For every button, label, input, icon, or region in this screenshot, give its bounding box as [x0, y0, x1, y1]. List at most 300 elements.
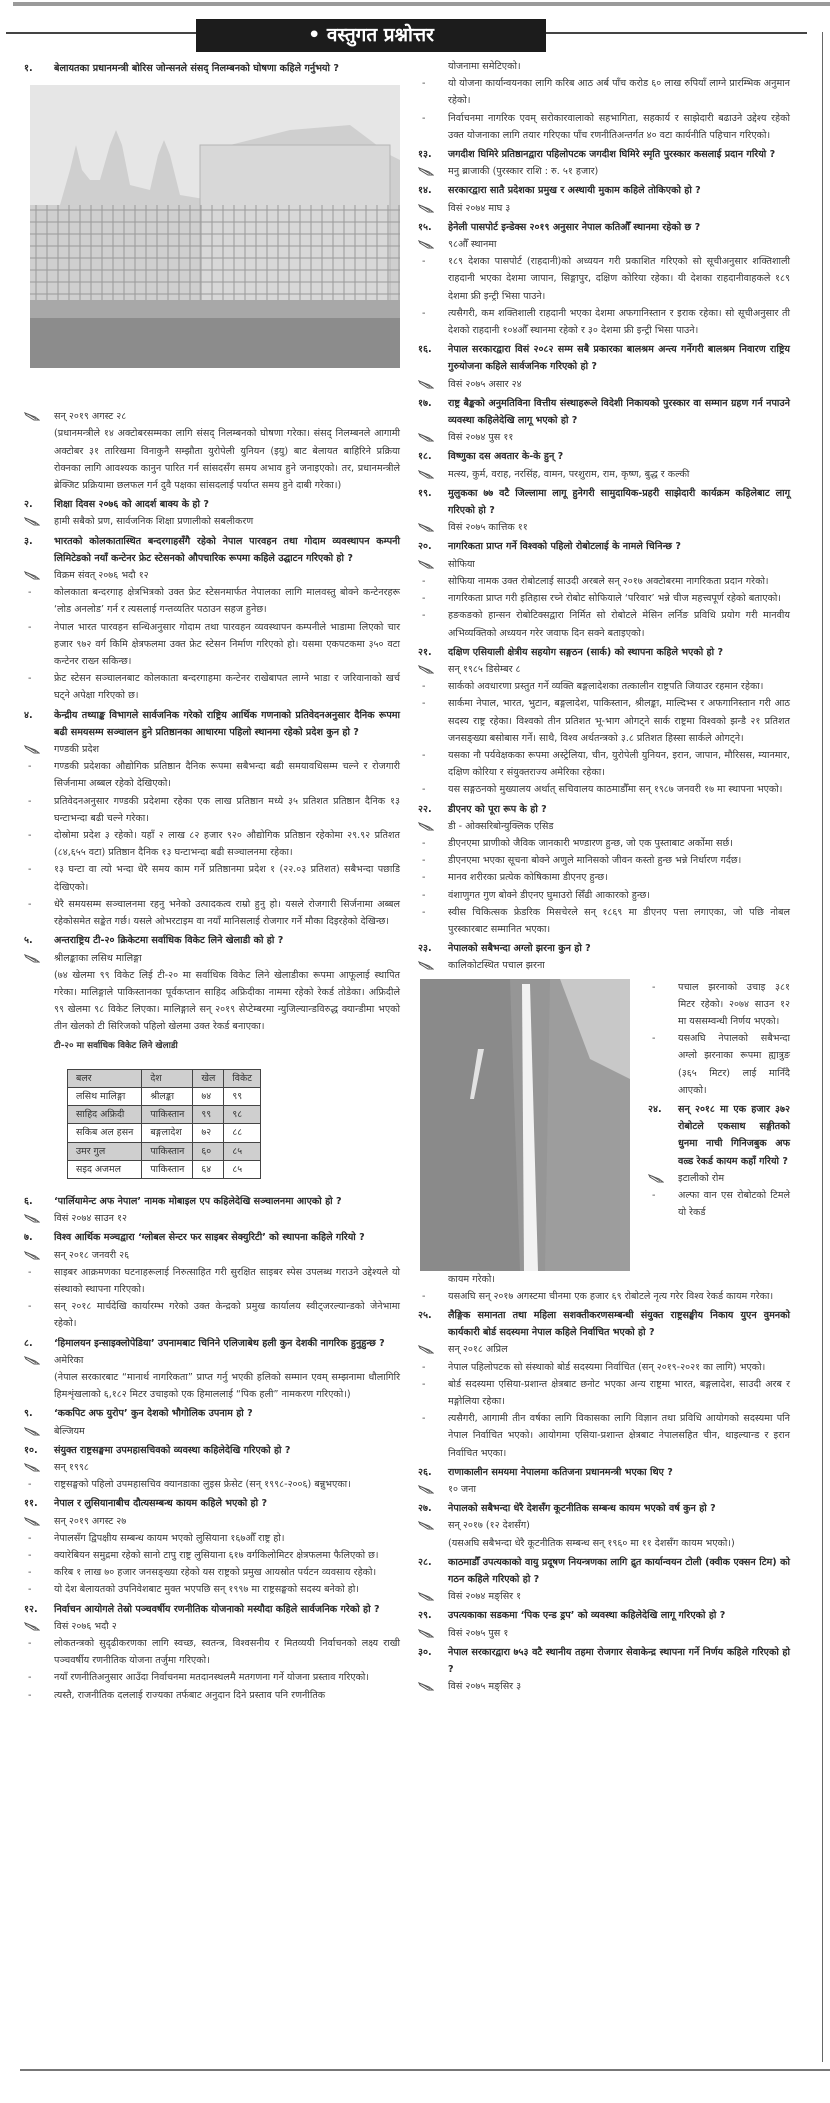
question-number: २०. [418, 541, 432, 553]
question [418, 182, 790, 199]
dash-bullet: - [422, 593, 426, 605]
bullet-text: साइबर आक्रमणका घटनाहरूलाई निरुत्साहित गरी सुरक्षित साइबर स्पेस उपलब्ध गराउने उद्देश्यले यो संस्थाको स्थापना गरिएको। [54, 1266, 400, 1295]
top-border [13, 2, 830, 6]
question-text: दक्षिण एसियाली क्षेत्रीय सहयोग सङ्गठन (सार्क) को स्थापना कहिले भएको हो ? [448, 646, 724, 658]
question-text: संयुक्त राष्ट्रसङ्घमा उपमहासचिवको व्यवस्था कहिलेदेखि गरिएको हो ? [54, 1444, 291, 1456]
question [24, 932, 400, 949]
question-number: १८. [418, 451, 432, 463]
question-number: १. [24, 63, 33, 74]
table-row [68, 1142, 261, 1160]
question [418, 395, 790, 429]
pen-nib-icon [418, 1680, 434, 1690]
bullet-point [648, 1187, 790, 1221]
answer-marker [24, 1210, 54, 1227]
question-number: २३. [418, 943, 432, 955]
question [24, 707, 400, 741]
answer [24, 1210, 400, 1227]
table-cell: उमर गुल [68, 1142, 142, 1160]
answer-marker [24, 1618, 54, 1635]
question [648, 1101, 790, 1170]
pen-nib-icon [418, 1590, 434, 1600]
dash-bullet: - [422, 78, 426, 90]
answer [648, 1170, 790, 1187]
answer [418, 1517, 790, 1534]
table-row [68, 1106, 261, 1124]
table-cell: सकिब अल हसन [68, 1124, 142, 1142]
question-number: २१. [418, 646, 432, 658]
question [24, 60, 400, 77]
bullet-point [418, 887, 790, 904]
question-text: नेपाल र लुसियानाबीच दौत्यसम्बन्ध कायम कहिले भएको हो ? [54, 1498, 268, 1510]
question-number: १५. [418, 221, 432, 233]
dash-bullet: - [422, 698, 426, 710]
question-text: भारतको कोलकातास्थित बन्दरगाहसँगै रहेको नेपाल पारवहन तथा गोदाम व्यवस्थापन कम्पनी लिमिटेडको नयाँ कन्टेनर फ्रेट स्टेसनको औपचारिक रूपमा कहिले उद्घाटन गरिएको हो ? [54, 535, 400, 564]
answer [24, 1618, 400, 1635]
bullet-point [24, 1669, 400, 1686]
answer [24, 1423, 400, 1440]
bullet-text: सन् २०१८ मार्चदेखि कार्यारम्भ गरेको उक्त केन्द्रको प्रमुख कार्यालय स्वीट्जरल्यान्डको जेनेभामा रहेको। [54, 1301, 400, 1330]
bullet-text: १८९ देशका पासपोर्ट (राहदानी)को अध्ययन गरी प्रकाशित गरिएको सो सूचीअनुसार शक्तिशाली राहदानी भएका देशमा जापान, सिङ्गापुर, दक्षिण कोरिया रहेका। यी देशका राहदानीवाहकले १८९ देशमा फ्री इन्ट्री भिसा पाउने। [448, 256, 790, 302]
answer-text: विसं २०७४ साउन १२ [54, 1213, 127, 1225]
question-text: काठमाडौँ उपत्यकाको वायु प्रदूषण नियन्त्रणका लागि द्रुत कार्यान्वयन टोली (क्वीक एक्सन टिम) को गठन कहिले गरिएको हो ? [448, 1556, 790, 1586]
answer-marker [24, 950, 54, 967]
note-paragraph [418, 1535, 790, 1552]
answer-marker [418, 1517, 448, 1534]
bullet-text: हङकङको हान्सन रोबोटिक्सद्वारा निर्मित सो रोबोटले मेसिन लर्निङ प्रविधि प्रयोग गरी मानवीय अभिव्यक्तिको अध्ययन गरेर जवाफ दिन सक्ने बताइएको। [448, 610, 790, 639]
question-number: १६. [418, 344, 432, 356]
bullet-text: त्यसैगरी, कम शक्तिशाली राहदानी भएका देशमा अफगानिस्तान र इराक रहेका। सो सूचीअनुसार ती देशको राहदानी १०४औँ स्थानमा रहेको र ३० देशमा फ्री इन्ट्री भिसा पाउने। [448, 307, 790, 337]
dash-bullet: - [652, 1033, 656, 1045]
bullet-point [418, 852, 790, 869]
bullet-text: सोफिया नामक उक्त रोबोटलाई साउदी अरबले सन् २०१७ अक्टोबरमा नागरिकता प्रदान गरेको। [448, 575, 769, 587]
answer-text: १० जना [448, 1484, 476, 1495]
pen-nib-icon [24, 515, 40, 525]
answer [24, 741, 400, 758]
bullet-text: त्यस्तै, राजनीतिक दललाई राज्यका तर्फबाट अनुदान दिने प्रस्ताव पनि रणनीतिक [54, 1689, 326, 1701]
header-rule-right [545, 32, 807, 34]
t20-wickets-table [67, 1069, 261, 1179]
table-cell: पाकिस्तान [142, 1106, 193, 1124]
bullet-point [418, 1359, 790, 1376]
answer-marker [418, 429, 448, 446]
answer [418, 236, 790, 253]
table-cell: ६० [193, 1142, 224, 1160]
answer-text: विक्रम संवत् २०७६ भदौ १२ [54, 570, 149, 582]
question [418, 644, 790, 661]
question-number: २५. [418, 1309, 432, 1321]
answer-marker [24, 1423, 54, 1440]
bullet-text: यस सङ्गठनको मुख्यालय अर्थात् सचिवालय काठमाडौँमा सन् १९८७ जनवरी १७ मा स्थापना भएको। [448, 784, 783, 796]
answer-text: मनु ब्राजाकी (पुरस्कार राशि : रु. ५१ हजार) [448, 166, 599, 178]
question-number: २९. [418, 1610, 432, 1622]
question [24, 496, 400, 513]
answer [418, 1481, 790, 1498]
answer [418, 818, 790, 835]
table-row [68, 1160, 261, 1178]
pen-nib-icon [418, 1519, 434, 1529]
pen-nib-icon [24, 410, 40, 420]
question [418, 1607, 790, 1624]
table-cell: ८५ [224, 1142, 261, 1160]
pen-nib-icon [418, 431, 434, 441]
question-number: १४. [418, 185, 432, 197]
question-text: नागरिकता प्राप्त गर्ने विश्वको पहिलो रोबोटलाई के नामले चिनिन्छ ? [448, 541, 681, 553]
bullet-point [418, 253, 790, 305]
dash-bullet: - [28, 830, 32, 842]
question [24, 1335, 400, 1352]
bullet-point [648, 1030, 790, 1099]
answer-text: अमेरिका [54, 1354, 84, 1366]
answer-marker [418, 376, 448, 393]
pen-nib-icon [24, 1461, 40, 1471]
question-text: राणाकालीन समयमा नेपालमा कतिजना प्रधानमन्त्री भएका थिए ? [448, 1466, 673, 1478]
pen-nib-icon [418, 1343, 434, 1353]
question [24, 1601, 400, 1618]
dash-bullet: - [28, 1689, 32, 1701]
bullet-point [418, 75, 790, 109]
question-number: २. [24, 499, 33, 511]
answer [24, 513, 400, 530]
bullet-point [24, 1476, 400, 1493]
answer-marker [418, 1625, 448, 1642]
question-text: निर्वाचन आयोगले तेस्रो पञ्चवर्षीय रणनीतिक योजनाको मस्यौदा कहिले सार्वजनिक गरेको हो ? [54, 1603, 380, 1615]
answer [24, 567, 400, 584]
bullet-text: राष्ट्रसङ्घको पहिलो उपमहासचिव क्यानडाका लुइस फ्रेसेट (सन् १९९८-२००६) बन्नुभएका। [54, 1479, 351, 1491]
bullet-text: यो देश बेलायतको उपनिवेशबाट मुक्त भएपछि सन् १९९७ मा राष्ट्रसङ्घको सदस्य बनेको हो। [54, 1584, 359, 1596]
waterfall-photo [420, 979, 630, 1271]
answer-marker [418, 1588, 448, 1605]
note-text: (प्रधानमन्त्रीले १४ अक्टोबरसम्मका लागि संसद् निलम्बनको घोषणा गरेका। संसद् निलम्बनले आगामी अक्टोबर ३१ तारिखमा विनाकुनै सम्झौता युरोपेली युनियन (इयु) बाट बेलायत बाहिरिने प्रक्रिया रोक्नका लागि आवश्यक कानुन पारित गर्न सांसदसँग समय अभाव हुने जनाइएको। तर, प्रधानमन्त्रीले ब्रेक्जिट प्रक्रियामा छलफल गर्न दुवै पक्षका सांसदलाई पर्याप्त समय हुने दाबी गरेका।) [54, 428, 400, 492]
bullet-text: सार्कको अवधारणा प्रस्तुत गर्ने व्यक्ति बङ्गलादेशका तत्कालीन राष्ट्रपति जियाउर रहमान रहेका। [448, 681, 764, 693]
pen-nib-icon [648, 1172, 664, 1182]
dash-bullet: - [422, 112, 426, 124]
answer-text: सन् १९९८ [54, 1461, 89, 1473]
answer-text: सन् २०१८ अप्रिल [448, 1344, 508, 1356]
dash-bullet: - [422, 256, 426, 268]
question [418, 1644, 790, 1678]
dash-bullet: - [28, 1532, 32, 1544]
question-text: डीएनए को पूरा रूप के हो ? [448, 803, 547, 815]
answer-marker [418, 236, 448, 253]
bullet-point [24, 584, 400, 618]
pen-nib-icon [418, 378, 434, 388]
bottom-border [20, 2069, 830, 2071]
question [24, 1442, 400, 1459]
answer-marker [24, 1247, 54, 1264]
dash-bullet: - [28, 621, 32, 633]
answer-marker [418, 466, 448, 483]
bullet-text: धेरै समयसम्म सञ्चालनमा रहनु भनेको उत्पादकत्व राम्रो हुनु हो। यसले रोजगारी सिर्जनामा अब्बल रहेकोसमेत सङ्केत गर्छ। यसले ओभरटाइम वा नयाँ मानिसलाई रोजगार गर्ने मौका दिइरहेको देखिन्छ। [54, 898, 400, 928]
dash-bullet: - [422, 906, 426, 918]
dash-bullet: - [652, 981, 656, 993]
dash-bullet: - [422, 855, 426, 867]
answer-marker [24, 408, 54, 425]
bullet-text: यसअघि सन् २०१७ अगस्टमा चीनमा एक हजार ६९ रोबोटले नृत्य गरेर विश्व रेकर्ड कायम गरेका। [448, 1290, 774, 1302]
question-number: १७. [418, 397, 432, 409]
pen-nib-icon [24, 1212, 40, 1222]
question-text: ‘ककपिट अफ युरोप’ कुन देशको भौगोलिक उपनाम हो ? [54, 1408, 253, 1420]
bullet-point [24, 758, 400, 792]
note-paragraph [24, 425, 400, 494]
answer-text: डी - ओक्सरिबोन्युक्लिक एसिड [448, 820, 554, 832]
bullet-point [418, 869, 790, 886]
question-text: नेपालको सबैभन्दा धेरै देशसँग कूटनीतिक सम्बन्ध कायम भएको वर्ष कुन हो ? [448, 1503, 716, 1515]
table-cell: लसिथ मालिङ्गा [68, 1087, 142, 1105]
answer-text: विसं २०७४ पुस ११ [448, 432, 514, 444]
question [24, 1495, 400, 1512]
header-rule-left [6, 32, 196, 34]
answer-marker [418, 519, 448, 536]
question-number: २२. [418, 803, 432, 815]
pen-nib-icon [24, 569, 40, 579]
dash-bullet: - [28, 1638, 32, 1650]
pen-nib-icon [418, 959, 434, 969]
answer [24, 408, 400, 425]
bullet-text: डीएनएमा भएका सूचना बोक्ने अणुले मानिसको जीवन कस्तो हुन्छ भन्ने निर्धारण गर्दछ। [448, 855, 742, 867]
answer-text: मत्स्य, कुर्म, वराह, नरसिंह, वामन, परशुराम, राम, कृष्ण, बुद्ध र कल्की [448, 468, 690, 480]
question-text: मुलुकका ७७ वटै जिल्लामा लागू हुनेगरी सामुदायिक-प्रहरी साझेदारी कार्यक्रम कहिलेबाट लागू गरिएको हो ? [448, 487, 790, 517]
bullet-text: डीएनएमा प्राणीको जैविक जानकारी भण्डारण हुन्छ, जो एक पुस्ताबाट अर्कोमा सर्छ। [448, 837, 733, 849]
question-text: नेपाल सरकारद्वारा ७५३ वटै स्थानीय तहमा रोजगार सेवाकेन्द्र स्थापना गर्ने निर्णय कहिले गरिएको हो ? [448, 1646, 790, 1676]
table-row [68, 1124, 261, 1142]
bullet-text: कोलकाता बन्दरगाह क्षेत्रभित्रको उक्त फ्रेट स्टेसनमार्फत नेपालका लागि मालवस्तु बोक्ने कन्टेनरहरू ‘लोड अनलोड’ गर्न र त्यसलाई गन्तव्यतिर पठाउन सहज हुनेछ। [54, 587, 400, 616]
answer-text: विसं २०७६ भदौ २ [54, 1620, 117, 1632]
pen-nib-icon [418, 663, 434, 673]
note-text: (यसअघि सबैभन्दा धेरै कूटनीतिक सम्बन्ध सन् १९६० मा ११ देशसँग कायम भएको।) [448, 1537, 735, 1549]
dash-bullet: - [422, 1413, 426, 1425]
answer-text: गण्डकी प्रदेश [54, 744, 100, 756]
question-text: लैङ्गिक समानता तथा महिला सशक्तीकरणसम्बन्धी संयुक्त राष्ट्रसङ्घीय निकाय युएन वुमनको कार्यकारी बोर्ड सदस्यमा नेपाल कहिले निर्वाचित भएको हो ? [448, 1309, 790, 1339]
bullet-point [418, 305, 790, 339]
bullet-text: बोर्ड सदस्यमा एसिया-प्रशान्त क्षेत्रबाट छनोट भएका अन्य राष्ट्रमा भारत, बङ्गलादेश, साउदी अरब र मङ्गोलिया रहेका। [448, 1378, 790, 1407]
question-number: २८. [418, 1556, 432, 1568]
answer [418, 200, 790, 217]
answer-marker [418, 1481, 448, 1498]
answer [24, 1513, 400, 1530]
question [418, 448, 790, 465]
dash-bullet: - [28, 587, 32, 599]
answer-text: विसं २०७५ मङ्सिर ३ [448, 1681, 522, 1693]
pen-nib-icon [24, 1249, 40, 1259]
bullet-point [24, 861, 400, 895]
bullet-text: लोकतन्त्रको सुदृढीकरणका लागि स्वच्छ, स्वतन्त्र, विश्वसनीय र मितव्ययी निर्वाचनको लक्ष्य राखी पञ्चवर्षीय रणनीतिक योजना तर्जुमा गरिएको। [54, 1638, 400, 1667]
bullet-text: वंशाणुगत गुण बोक्ने डीएनए घुमाउरो सिँढी आकारको हुन्छ। [448, 889, 650, 901]
answer-marker [418, 1341, 448, 1358]
table-cell: ६४ [193, 1160, 224, 1178]
answer-text: सन् १९८५ डिसेम्बर ८ [448, 663, 521, 675]
question [418, 1464, 790, 1481]
answer-marker [24, 567, 54, 584]
dash-bullet: - [28, 1584, 32, 1596]
question-text: ‘हिमालयन इन्साइक्लोपेडिया’ उपनामबाट चिनिने एलिजाबेथ हली कुन देशकी नागरिक हुनुहुन्छ ? [54, 1337, 385, 1349]
answer [418, 1625, 790, 1642]
question-text: नेपाल सरकारद्वारा विसं २०८२ सम्म सबै प्रकारका बालश्रम अन्त्य गर्नेगरी बालश्रम निवारण राष्ट्रिय गुरुयोजना कहिले सार्वजनिक गरिएको हो ? [448, 344, 790, 373]
bullet-point [24, 793, 400, 827]
dash-bullet: - [28, 1672, 32, 1684]
question-number: ५. [24, 935, 33, 947]
question-number: ७. [24, 1232, 33, 1244]
dash-bullet: - [422, 610, 426, 622]
answer-marker [648, 1170, 678, 1187]
pen-nib-icon [418, 521, 434, 531]
question-text: ‘पार्लियामेन्ट अफ नेपाल’ नामक मोबाइल एप कहिलेदेखि सञ्चालनमा आएको हो ? [54, 1195, 342, 1207]
question [24, 1405, 400, 1422]
pen-nib-icon [24, 1425, 40, 1435]
answer-text: बेल्जियम [54, 1425, 85, 1437]
question-number: ८. [24, 1337, 33, 1349]
bullet-text: नागरिकता प्राप्त गरी इतिहास रच्ने रोबोट सोफियाले ‘परिवार’ भन्ने चीज महत्त्वपूर्ण रहेको बताएको। [448, 593, 782, 605]
answer-marker [418, 957, 448, 974]
question-text: जगदीश घिमिरे प्रतिष्ठानद्वारा पहिलोपटक जगदीश घिमिरे स्मृति पुरस्कार कसलाई प्रदान गरियो ? [448, 149, 776, 161]
bullet-text: नेपाल भारत पारवहन सन्धिअनुसार गोदाम तथा पारवहन व्यवस्थापन कम्पनीले भाडामा लिएको चार हजार ९७२ वर्ग किमि क्षेत्रफलमा उक्त फ्रेट स्टेसन निर्माण गरिएको हो। यसमा एकपटकमा ३५० वटा कन्टेनर राख्न सकिन्छ। [54, 621, 400, 668]
question [418, 146, 790, 163]
question-number: ३०. [418, 1646, 432, 1658]
bullet-text: त्यसैगरी, आगामी तीन वर्षका लागि विकासका लागि विज्ञान तथा प्रविधि आयोगको सदस्यमा पनि नेपाल निर्वाचित भएको। आयोगमा एसिया-प्रशान्त क्षेत्रबाट नेपालसहित चीन, थाइल्यान्ड र इरान निर्वाचित भएका। [448, 1413, 790, 1459]
answer-text: सन् २०१९ अगस्ट २८ [54, 411, 127, 423]
bullet-text: नेपालसँग द्विपक्षीय सम्बन्ध कायम भएको लुसियाना १६७औँ राष्ट्र हो। [54, 1532, 285, 1544]
table-cell: पाकिस्तान [142, 1142, 193, 1160]
answer [418, 1678, 790, 1695]
bullet-text: स्वीस चिकित्सक फ्रेडरिक मिसचेरले सन् १८६९ मा डीएनए पत्ता लगाएका, जो पछि नोबल पुरस्कारबाट सम्मानित भएका। [448, 906, 790, 935]
table-caption: टी-२० मा सर्वाधिक विकेट लिने खेलाडी [54, 1040, 178, 1051]
question [418, 485, 790, 519]
waterfall-section [418, 979, 790, 1271]
question [24, 1193, 400, 1210]
dash-bullet: - [28, 1479, 32, 1491]
answer [418, 556, 790, 573]
note-text: योजनामा समेटिएको। [448, 61, 521, 72]
answer [418, 957, 790, 974]
bullet-point [24, 670, 400, 704]
answer [418, 519, 790, 536]
table-cell: ९९ [193, 1106, 224, 1124]
bullet-point [24, 896, 400, 930]
question-number: १३. [418, 149, 432, 161]
dash-bullet: - [28, 898, 32, 910]
bullet-text: यसअघि नेपालको सबैभन्दा अग्लो झरनाका रूपमा ह्यात्रुङ (३६५ मिटर) लाई मानिँदै आएको। [678, 1033, 790, 1096]
question-text: विष्णुका दस अवतार के-के हुन् ? [448, 451, 564, 463]
answer-marker [418, 200, 448, 217]
answer-text: विसं २०७५ कात्तिक ११ [448, 522, 528, 534]
question-number: १२. [24, 1603, 38, 1615]
table-row [68, 1087, 261, 1105]
dash-bullet: - [652, 1190, 656, 1201]
answer-text: ९८औँ स्थानमा [448, 239, 497, 251]
answer-text: विसं २०७४ मङ्सिर १ [448, 1591, 522, 1603]
question [24, 1229, 400, 1246]
bullet-text: नेपाल पहिलोपटक सो संस्थाको बोर्ड सदस्यमा निर्वाचित (सन् २०१९-२०२१ का लागि) भएको। [448, 1361, 766, 1373]
answer-marker [24, 513, 54, 530]
bullet-point [418, 904, 790, 938]
note-paragraph [418, 1271, 790, 1288]
question-number: ११. [24, 1498, 38, 1510]
column-right-border [822, 32, 823, 2062]
bullet-point [418, 695, 790, 747]
note-paragraph [24, 967, 400, 1036]
question-number: २४. [648, 1103, 662, 1115]
pen-nib-icon [418, 558, 434, 568]
question-text: सन् २०१८ मा एक हजार ३७२ रोबोटले एकसाथ सङ्गीतको धुनमा नाची गिनिजबुक अफ वल्र्ड रेकर्ड कायम कहाँ गरियो ? [678, 1103, 790, 1167]
bullet-text: करिब १ लाख ७० हजार जनसङ्ख्या रहेको यस राष्ट्रको प्रमुख आयस्रोत पर्यटन व्यवसाय रहेको। [54, 1567, 377, 1579]
table-cell: साहिद अफ्रिदी [68, 1106, 142, 1124]
bullet-point [418, 1376, 790, 1410]
column-header: विकेट [224, 1069, 261, 1087]
answer-text: विसं २०७४ माघ ३ [448, 202, 511, 214]
bullet-text: निर्वाचनमा नागरिक एवम् सरोकारवालाको सहभागिता, सहकार्य र साझेदारी बढाउने उद्देश्य रहेको उक्त योजनाका लागि तयार गरिएका पाँच रणनीतिअन्तर्गत ४० वटा कार्यनीति पहिचान गरिएको। [448, 112, 790, 141]
table-cell: ७२ [193, 1124, 224, 1142]
table-cell: ९८ [224, 1106, 261, 1124]
bullet-point [418, 110, 790, 144]
answer-marker [24, 1513, 54, 1530]
note-text: कायम गरेको। [448, 1273, 496, 1285]
answer-marker [418, 163, 448, 180]
question-number: ४. [24, 709, 33, 721]
bullet-text: प्रतिवेदनअनुसार गण्डकी प्रदेशमा रहेका एक लाख प्रतिष्ठान मध्ये ३५ प्रतिशत प्रतिष्ठान दैनिक १३ घन्टाभन्दा बढी चल्ने गरेका। [54, 795, 400, 824]
bullet-point [418, 590, 790, 607]
question-number: ६. [24, 1195, 33, 1207]
dash-bullet: - [422, 837, 426, 849]
note-paragraph [24, 1369, 400, 1403]
question [418, 1500, 790, 1517]
table-cell: ९९ [224, 1087, 261, 1105]
note-text: (७४ खेलमा ९९ विकेट लिई टी-२० मा सर्वाधिक विकेट लिने खेलाडीका रूपमा आफूलाई स्थापित गरेका। मालिङ्गाले पाकिस्तानका पूर्वकप्तान साहिद अफ्रिदीका नाममा रहेको रेकर्ड तोडेका। अफ्रिदीले ९९ खेलमा ९८ विकेट लिएका। मालिङ्गाले सन् २०१९ सेप्टेम्बरमा न्युजिल्यान्डविरुद्ध क्यान्डीमा भएको तीन खेलको टी सिरिजको पहिलो खेलमा उक्त रेकर्ड बनाएका। [54, 969, 400, 1033]
answer [418, 376, 790, 393]
answer-text: सन् २०१८ जनवरी २६ [54, 1249, 130, 1261]
bullet-point [24, 619, 400, 671]
dash-bullet: - [422, 575, 426, 587]
bullet-point [24, 1635, 400, 1669]
answer [24, 1247, 400, 1264]
pen-nib-icon [418, 1627, 434, 1637]
pen-nib-icon [24, 952, 40, 962]
answer [418, 661, 790, 678]
answer [418, 466, 790, 483]
dash-bullet: - [28, 761, 32, 773]
note-text: (नेपाल सरकारबाट “मानार्थ नागरिकता” प्राप्त गर्नु भएकी हलिको सम्मान एवम् सम्झनामा धौलागिरि हिमशृंखलाको ६,१८२ मिटर उचाइको एक हिमाललाई “पिक हली” नामकरण गरिएको।) [54, 1371, 400, 1401]
table-cell: पाकिस्तान [142, 1160, 193, 1178]
dash-bullet: - [422, 307, 426, 319]
dash-bullet: - [28, 1567, 32, 1579]
pen-nib-icon [418, 238, 434, 248]
dash-bullet: - [422, 681, 426, 693]
bullet-point [418, 1410, 790, 1462]
bullet-text: सार्कमा नेपाल, भारत, भुटान, बङ्गलादेश, पाकिस्तान, श्रीलङ्का, माल्दिभ्स र अफगानिस्तान गरी आठ सदस्य राष्ट्र रहेका। विश्वको तीन प्रतिशत भू-भाग ओगट्ने सार्क राष्ट्रमा विश्वको झन्डै २१ प्रतिशत जनसङ्ख्या बसोबास गर्ने। साथै, विश्व अर्थतन्त्रको ३.८ प्रतिशत हिस्सा सार्कले ओगट्ने। [448, 698, 790, 744]
question-number: २६. [418, 1466, 432, 1478]
answer-text: सोफिया [448, 558, 475, 570]
answer-marker [418, 1678, 448, 1695]
dash-bullet: - [28, 864, 32, 876]
table-cell: ७४ [193, 1087, 224, 1105]
section-banner-title: • वस्तुगत प्रश्नोत्तर [196, 19, 546, 52]
answer-text: सन् २०१७ (१२ देशसँग) [448, 1520, 530, 1532]
dash-bullet: - [422, 1378, 426, 1390]
question-text: विश्व आर्थिक मञ्चद्वारा ‘ग्लोबल सेन्टर फर साइबर सेक्युरिटी’ को स्थापना कहिले गरियो ? [54, 1232, 365, 1244]
question-text: राष्ट्र बैङ्कको अनुमतिविना वित्तीय संस्थाहरूले विदेशी निकायको पुरस्कार वा सम्मान ग्रहण गर्न नपाउने व्यवस्था कहिलेदेखि लागू भएको हो ? [448, 397, 790, 427]
dash-bullet: - [28, 1301, 32, 1313]
bullet-point [418, 781, 790, 798]
bullet-point [648, 979, 790, 1031]
bullet-text: पचाल झरनाको उचाइ ३८१ मिटर रहेको। २०७४ साउन १२ मा यससम्वन्धी निर्णय भएको। [678, 981, 790, 1027]
bullet-point [418, 678, 790, 695]
table-cell: ८८ [224, 1124, 261, 1142]
bullet-text: नयाँ रणनीतिअनुसार आउँदा निर्वाचनमा मतदानस्थलमै मतगणना गर्ने योजना प्रस्ताव गरिएको। [54, 1672, 370, 1684]
bullet-text: फ्रेट स्टेसन सञ्चालनबाट कोलकाता बन्दरगाहमा कन्टेनर राखेबापत लाग्ने भाडा र जरिवानाको खर्च घट्ने अपेक्षा गरिएको छ। [54, 673, 400, 702]
answer-text: हामी सबैको प्रण, सार्वजनिक शिक्षा प्रणालीको सबलीकरण [54, 516, 254, 528]
bullet-text: मानव शरीरका प्रत्येक कोषिकामा डीएनए हुन्छ। [448, 872, 608, 884]
answer [24, 950, 400, 967]
answer-text: कालिकोटस्थित पचाल झरना [448, 960, 545, 972]
question-text: नेपालको सबैभन्दा अग्लो झरना कुन हो ? [448, 943, 591, 955]
